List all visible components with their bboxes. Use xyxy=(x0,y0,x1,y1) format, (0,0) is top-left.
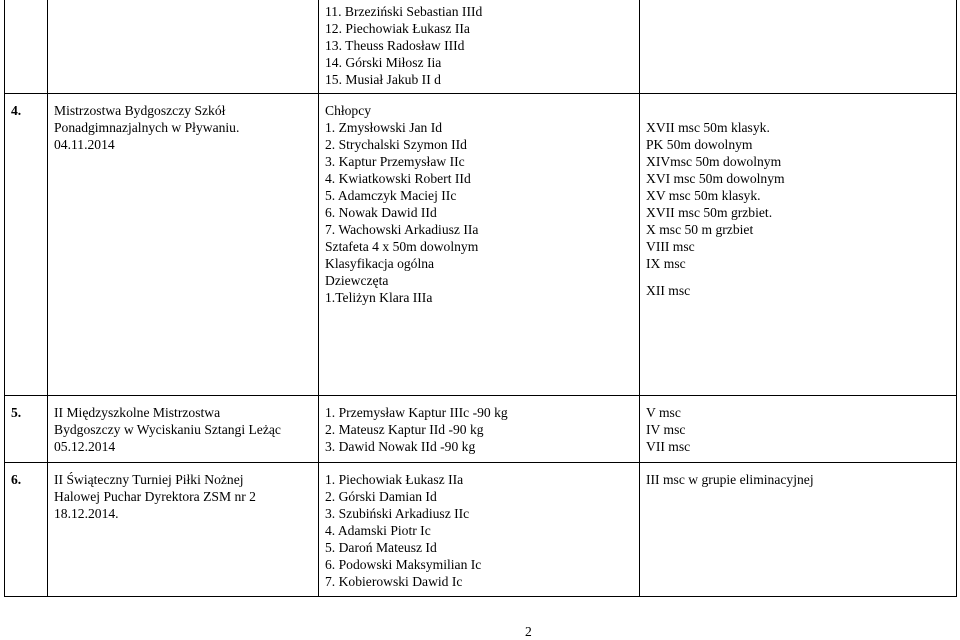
result-line: PK 50m dowolnym xyxy=(646,137,753,152)
name-line: 15. Musiał Jakub II d xyxy=(325,72,441,87)
name-line: 1. Zmysłowski Jan Id xyxy=(325,120,443,135)
event-line: 18.12.2014. xyxy=(54,506,119,521)
result-line: XII msc xyxy=(646,283,691,298)
result-line: XVII msc 50m klasyk. xyxy=(646,120,770,135)
result-line: XIVmsc 50m dowolnym xyxy=(646,154,782,169)
name-line: 2. Mateusz Kaptur IId -90 kg xyxy=(325,422,484,437)
name-line: 1.Teliżyn Klara IIIa xyxy=(325,290,433,305)
name-line: 3. Szubiński Arkadiusz IIc xyxy=(325,506,470,521)
results-table xyxy=(4,0,957,597)
results-cell xyxy=(640,0,957,94)
name-line: 3. Dawid Nowak IId -90 kg xyxy=(325,439,476,454)
row-number: 6. xyxy=(5,463,48,597)
result-line: V msc xyxy=(646,405,681,420)
event-cell xyxy=(48,94,319,396)
event-line: Ponadgimnazjalnych w Pływaniu. xyxy=(54,120,240,135)
name-line: 12. Piechowiak Łukasz IIa xyxy=(325,21,470,36)
names-cell xyxy=(319,0,640,94)
name-line: 13. Theuss Radosław IIId xyxy=(325,38,465,53)
table-row xyxy=(5,396,957,463)
result-line: VII msc xyxy=(646,439,691,454)
result-line: X msc 50 m grzbiet xyxy=(646,222,754,237)
result-line: VIII msc xyxy=(646,239,695,254)
name-line: 6. Nowak Dawid IId xyxy=(325,205,437,220)
name-line: 2. Górski Damian Id xyxy=(325,489,437,504)
result-line: XV msc 50m klasyk. xyxy=(646,188,761,203)
result-line: XVI msc 50m dowolnym xyxy=(646,171,785,186)
names-cell xyxy=(319,94,640,396)
name-line: 5. Daroń Mateusz Id xyxy=(325,540,437,555)
result-line: III msc w grupie eliminacyjnej xyxy=(646,472,814,487)
event-line: Halowej Puchar Dyrektora ZSM nr 2 xyxy=(54,489,256,504)
name-line: 6. Podowski Maksymilian Ic xyxy=(325,557,482,572)
name-line: 4. Adamski Piotr Ic xyxy=(325,523,431,538)
name-line: 3. Kaptur Przemysław IIc xyxy=(325,154,465,169)
row-number: 4. xyxy=(5,94,48,396)
results-cell xyxy=(640,463,957,597)
table-row xyxy=(5,0,957,94)
event-line: 05.12.2014 xyxy=(54,439,116,454)
name-line: 5. Adamczyk Maciej IIc xyxy=(325,188,457,203)
result-line: IX msc xyxy=(646,256,686,271)
name-line: 1. Piechowiak Łukasz IIa xyxy=(325,472,464,487)
event-cell xyxy=(48,463,319,597)
name-line: Dziewczęta xyxy=(325,273,389,288)
name-line: 4. Kwiatkowski Robert IId xyxy=(325,171,471,186)
event-line: 04.11.2014 xyxy=(54,137,115,152)
results-cell xyxy=(640,94,957,396)
name-line: 7. Kobierowski Dawid Ic xyxy=(325,574,463,589)
event-line: II Międzyszkolne Mistrzostwa xyxy=(54,405,221,420)
name-line: 11. Brzeziński Sebastian IIId xyxy=(325,4,483,19)
name-line: Chłopcy xyxy=(325,103,372,118)
name-line: 1. Przemysław Kaptur IIIc -90 kg xyxy=(325,405,508,420)
table-row xyxy=(5,463,957,597)
event-cell xyxy=(48,0,319,94)
page-number: 2 xyxy=(525,624,532,639)
results-cell xyxy=(640,396,957,463)
event-line: II Świąteczny Turniej Piłki Nożnej xyxy=(54,472,244,487)
name-line: 2. Strychalski Szymon IId xyxy=(325,137,467,152)
names-cell xyxy=(319,463,640,597)
result-line: IV msc xyxy=(646,422,686,437)
result-line: XVII msc 50m grzbiet. xyxy=(646,205,773,220)
name-line: 7. Wachowski Arkadiusz IIa xyxy=(325,222,479,237)
name-line: Sztafeta 4 x 50m dowolnym xyxy=(325,239,479,254)
row-number xyxy=(5,0,48,94)
table-row xyxy=(5,94,957,396)
names-cell xyxy=(319,396,640,463)
name-line: 14. Górski Miłosz Iia xyxy=(325,55,442,70)
event-cell xyxy=(48,396,319,463)
row-number: 5. xyxy=(5,396,48,463)
name-line: Klasyfikacja ogólna xyxy=(325,256,435,271)
event-line: Mistrzostwa Bydgoszczy Szkół xyxy=(54,103,226,118)
event-line: Bydgoszczy w Wyciskaniu Sztangi Leżąc xyxy=(54,422,281,437)
